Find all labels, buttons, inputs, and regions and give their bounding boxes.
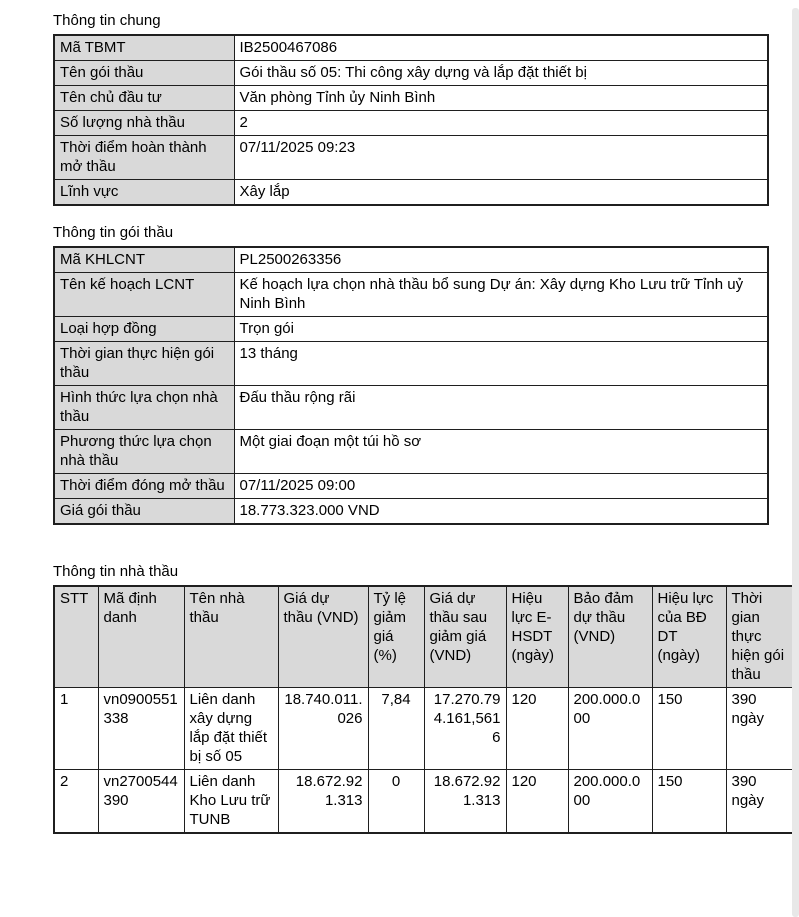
contractor-row — [54, 770, 794, 834]
data-cell: 390 ngày — [726, 770, 794, 834]
label-cell: Hình thức lựa chọn nhà thầu — [54, 386, 234, 430]
label-cell: Thời điểm đóng mở thầu — [54, 474, 234, 499]
general-info-table — [53, 34, 769, 206]
label-cell: Tên gói thầu — [54, 61, 234, 86]
value-cell: 2 — [234, 111, 768, 136]
contractors-header-row — [54, 586, 794, 688]
section-general-title: Thông tin chung — [53, 12, 161, 29]
contractor-row — [54, 688, 794, 770]
value-cell: Kế hoạch lựa chọn nhà thầu bổ sung Dự án: Xây dựng Kho Lưu trữ Tỉnh uỷ Ninh Bình — [234, 273, 768, 317]
header-cell: Bảo đảm dự thầu (VND) — [568, 586, 652, 688]
label-cell: Mã KHLCNT — [54, 247, 234, 273]
label-cell: Thời gian thực hiện gói thầu — [54, 342, 234, 386]
data-cell: 18.672.921.313 — [424, 770, 506, 834]
data-cell: 1 — [54, 688, 98, 770]
section-general — [53, 11, 799, 206]
data-cell: 150 — [652, 770, 726, 834]
header-cell: Hiệu lực của BĐ DT (ngày) — [652, 586, 726, 688]
value-cell: PL2500263356 — [234, 247, 768, 273]
label-cell: Lĩnh vực — [54, 180, 234, 206]
data-cell: 18.740.011.026 — [278, 688, 368, 770]
table-row — [54, 273, 768, 317]
value-cell: Xây lắp — [234, 180, 768, 206]
header-cell: Hiệu lực E-HSDT (ngày) — [506, 586, 568, 688]
table-row — [54, 317, 768, 342]
vertical-scrollbar[interactable] — [792, 8, 799, 917]
header-cell: Giá dự thầu sau giảm giá (VND) — [424, 586, 506, 688]
data-cell: vn2700544390 — [98, 770, 184, 834]
table-row — [54, 86, 768, 111]
section-package-title: Thông tin gói thầu — [53, 224, 174, 241]
table-row — [54, 61, 768, 86]
package-info-table — [53, 246, 769, 525]
data-cell: 17.270.794.161,5616 — [424, 688, 506, 770]
label-cell: Mã TBMT — [54, 35, 234, 61]
data-cell: 2 — [54, 770, 98, 834]
label-cell: Tên kế hoạch LCNT — [54, 273, 234, 317]
value-cell: Đấu thầu rộng rãi — [234, 386, 768, 430]
section-contractors-title: Thông tin nhà thầu — [53, 563, 179, 580]
value-cell: 18.773.323.000 VND — [234, 499, 768, 525]
data-cell: 120 — [506, 688, 568, 770]
table-row — [54, 180, 768, 206]
table-row — [54, 35, 768, 61]
value-cell: Trọn gói — [234, 317, 768, 342]
value-cell: IB2500467086 — [234, 35, 768, 61]
header-cell: Thời gian thực hiện gói thầu — [726, 586, 794, 688]
table-row — [54, 499, 768, 525]
header-cell: Mã định danh — [98, 586, 184, 688]
table-row — [54, 474, 768, 499]
data-cell: 0 — [368, 770, 424, 834]
table-row — [54, 342, 768, 386]
value-cell: Một giai đoạn một túi hồ sơ — [234, 430, 768, 474]
header-cell: Giá dự thầu (VND) — [278, 586, 368, 688]
data-cell: 200.000.000 — [568, 770, 652, 834]
table-row — [54, 111, 768, 136]
value-cell: Gói thầu số 05: Thi công xây dựng và lắp đặt thiết bị — [234, 61, 768, 86]
data-cell: vn0900551338 — [98, 688, 184, 770]
header-cell: STT — [54, 586, 98, 688]
table-row — [54, 136, 768, 180]
data-cell: 120 — [506, 770, 568, 834]
data-cell: 18.672.921.313 — [278, 770, 368, 834]
label-cell: Giá gói thầu — [54, 499, 234, 525]
label-cell: Loại hợp đồng — [54, 317, 234, 342]
value-cell: 07/11/2025 09:00 — [234, 474, 768, 499]
data-cell: 390 ngày — [726, 688, 794, 770]
header-cell: Tên nhà thầu — [184, 586, 278, 688]
section-contractors — [53, 562, 799, 834]
value-cell: Văn phòng Tỉnh ủy Ninh Bình — [234, 86, 768, 111]
data-cell: 200.000.000 — [568, 688, 652, 770]
data-cell: 150 — [652, 688, 726, 770]
label-cell: Số lượng nhà thầu — [54, 111, 234, 136]
contractors-table — [53, 585, 795, 834]
value-cell: 07/11/2025 09:23 — [234, 136, 768, 180]
label-cell: Phương thức lựa chọn nhà thầu — [54, 430, 234, 474]
value-cell: 13 tháng — [234, 342, 768, 386]
section-package — [53, 223, 799, 525]
label-cell: Thời điểm hoàn thành mở thầu — [54, 136, 234, 180]
data-cell: Liên danh xây dựng lắp đặt thiết bị số 05 — [184, 688, 278, 770]
data-cell: Liên danh Kho Lưu trữ TUNB — [184, 770, 278, 834]
label-cell: Tên chủ đầu tư — [54, 86, 234, 111]
data-cell: 7,84 — [368, 688, 424, 770]
table-row — [54, 386, 768, 430]
table-row — [54, 247, 768, 273]
table-row — [54, 430, 768, 474]
header-cell: Tỷ lệ giảm giá (%) — [368, 586, 424, 688]
